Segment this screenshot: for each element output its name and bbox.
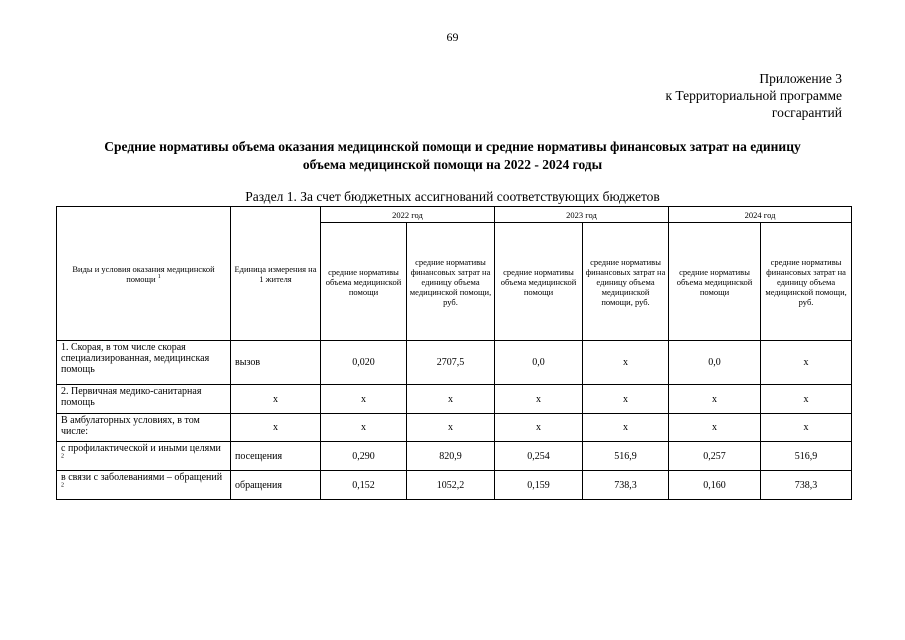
row-label: 2. Первичная медико-санитарная помощь (57, 385, 231, 414)
row-unit: посещения (231, 442, 321, 471)
row-value: х (761, 414, 852, 442)
row-value: 0,159 (495, 471, 583, 500)
row-value: 0,0 (669, 341, 761, 385)
row-label: с профилактической и иными целями $^2$ (57, 442, 231, 471)
row-value: х (583, 414, 669, 442)
row-unit: х (231, 385, 321, 414)
row-value: х (321, 385, 407, 414)
row-value: 2707,5 (407, 341, 495, 385)
appendix-line-3: госгарантий (771, 105, 842, 120)
appendix-line-2: к Территориальной программе (665, 88, 842, 103)
subheader-cost-2022: средние нормативы финансовых затрат на единицу объема медицинской помощи, руб. (407, 223, 495, 341)
row-value: 0,152 (321, 471, 407, 500)
table-row (57, 442, 852, 471)
subheader-volume-2024: средние нормативы объема медицинской помощи (669, 223, 761, 341)
header-type-label: Виды и условия оказания медицинской помощи (72, 263, 215, 284)
appendix-note (666, 70, 843, 121)
row-value: х (761, 341, 852, 385)
row-value: 0,254 (495, 442, 583, 471)
row-unit: обращения (231, 471, 321, 500)
document-title (40, 138, 865, 174)
header-year-2022: 2022 год (321, 207, 495, 223)
header-year-2024: 2024 год (669, 207, 852, 223)
row-value: 0,160 (669, 471, 761, 500)
header-type-footnote: 1 (157, 273, 161, 280)
row-value: х (583, 341, 669, 385)
row-value: 738,3 (583, 471, 669, 500)
subheader-cost-2023: средние нормативы финансовых затрат на единицу объема медицинской помощи, руб. (583, 223, 669, 341)
subheader-volume-2022: средние нормативы объема медицинской помощи (321, 223, 407, 341)
page-number: 69 (446, 30, 459, 44)
appendix-line-1: Приложение 3 (759, 71, 842, 86)
row-value: 0,0 (495, 341, 583, 385)
subheader-cost-2024: средние нормативы финансовых затрат на единицу объема медицинской помощи, руб. (761, 223, 852, 341)
row-value: 1052,2 (407, 471, 495, 500)
row-label: В амбулаторных условиях, в том числе: (57, 414, 231, 442)
row-value: х (407, 414, 495, 442)
row-value: 516,9 (583, 442, 669, 471)
row-value: 516,9 (761, 442, 852, 471)
row-unit: вызов (231, 341, 321, 385)
row-value: х (321, 414, 407, 442)
row-unit: х (231, 414, 321, 442)
title-line-2: объема медицинской помощи на 2022 - 2024 годы (302, 157, 603, 172)
table-row (57, 471, 852, 500)
header-type-cell (57, 207, 231, 341)
row-value: 820,9 (407, 442, 495, 471)
header-unit-cell: Единица измерения на 1 жителя (231, 207, 321, 341)
table-row (57, 385, 852, 414)
row-value: х (495, 385, 583, 414)
table-row (57, 414, 852, 442)
row-value: 0,020 (321, 341, 407, 385)
row-value: х (761, 385, 852, 414)
subheader-volume-2023: средние нормативы объема медицинской помощи (495, 223, 583, 341)
row-value: 0,290 (321, 442, 407, 471)
row-value: х (407, 385, 495, 414)
section-heading: Раздел 1. За счет бюджетных ассигнований соответствующих бюджетов (245, 189, 660, 204)
row-value: х (583, 385, 669, 414)
row-label: в связи с заболеваниями – обращений $^2$ (57, 471, 231, 500)
row-value: 738,3 (761, 471, 852, 500)
row-value: х (495, 414, 583, 442)
row-value: 0,257 (669, 442, 761, 471)
title-line-1: Средние нормативы объема оказания медицинской помощи и средние нормативы финансовых затрат на единицу (104, 139, 801, 154)
norms-table (56, 206, 852, 500)
header-year-2023: 2023 год (495, 207, 669, 223)
table-row (57, 341, 852, 385)
row-label: 1. Скорая, в том числе скорая специализированная, медицинская помощь (57, 341, 231, 385)
row-value: х (669, 414, 761, 442)
row-value: х (669, 385, 761, 414)
